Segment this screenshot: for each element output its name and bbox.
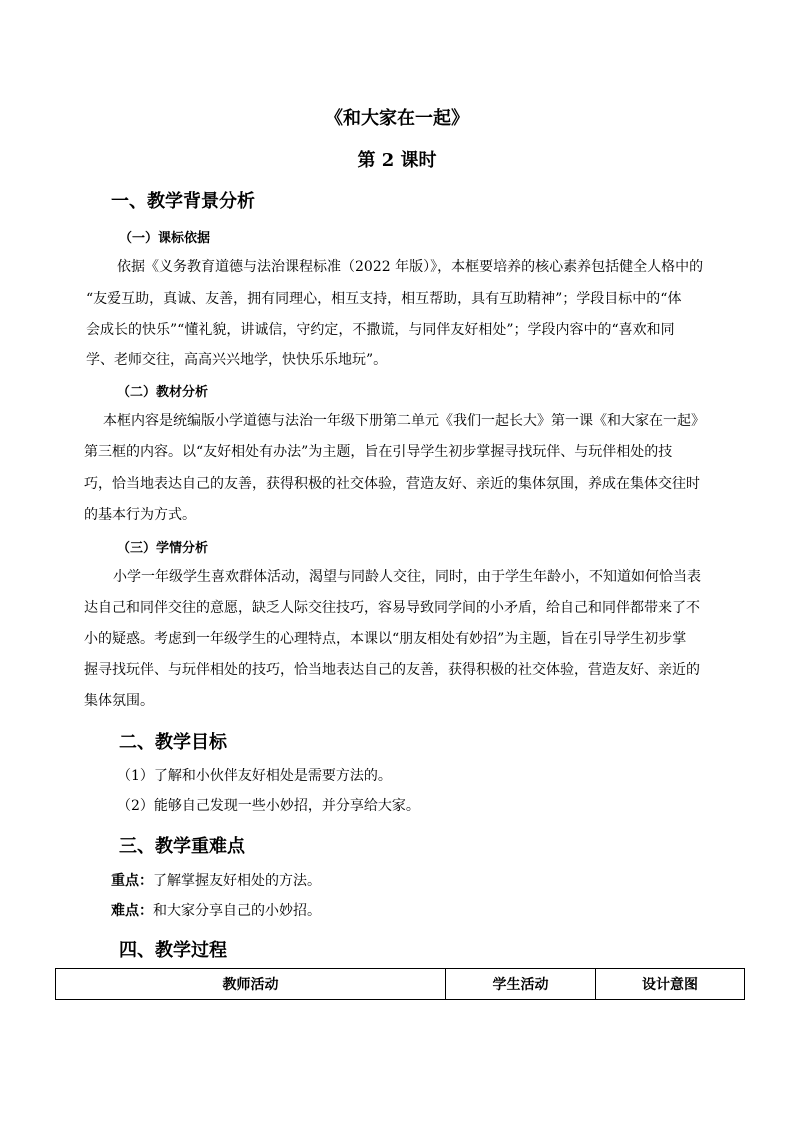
- objective-item: （1）了解和小伙伴友好相处是需要方法的。: [117, 768, 392, 784]
- paragraph-line: 依据《义务教育道德与法治课程标准（2022 年版）》，本框要培养的核心素养包括健全人格中的: [117, 259, 704, 275]
- paragraph-line: 第三框的内容。以“友好相处有办法”为主题，旨在引导学生初步掌握寻找玩伴、与玩伴相处的技: [84, 444, 673, 460]
- paragraph-line: 小学一年级学生喜欢群体活动，渴望与同龄人交往，同时，由于学生年龄小，不知道如何恰当表: [113, 569, 701, 585]
- paragraph-line: 的基本行为方式。: [84, 507, 196, 523]
- paragraph-line: “友爱互助，真诚、友善，拥有同理心，相互支持，相互帮助，具有互助精神”；学段目标中的“体: [86, 291, 682, 307]
- subheading-textbook-analysis: （二）教材分析: [117, 385, 209, 400]
- section-heading-background: 一、教学背景分析: [111, 191, 255, 212]
- paragraph-line: 达自己和同伴交往的意愿，缺乏人际交往技巧，容易导致同学间的小矛盾，给自己和同伴都带来了不: [84, 600, 700, 616]
- paragraph-line: 学、老师交往，高高兴兴地学，快快乐乐地玩”。: [86, 352, 388, 368]
- paragraph-line: 会成长的快乐”“懂礼貌，讲诚信，守约定，不撒谎，与同伴友好相处”；学段内容中的“喜欢和同: [86, 322, 675, 338]
- paragraph-line: 集体氛围。: [84, 693, 154, 709]
- paragraph-line: 小的疑惑。考虑到一年级学生的心理特点，本课以“朋友相处有妙招”为主题，旨在引导学生初步掌: [84, 631, 687, 647]
- key-point-text: 了解掌握友好相处的方法。: [153, 873, 321, 889]
- header-design-intent: 设计意图: [596, 969, 745, 1000]
- paragraph-line: 本框内容是统编版小学道德与法治一年级下册第二单元《我们一起长大》第一课《和大家在一起》: [103, 413, 705, 429]
- subheading-curriculum-basis: （一）课标依据: [119, 231, 211, 246]
- difficult-point-text: 和大家分享自己的小妙招。: [153, 903, 321, 919]
- difficult-point: [111, 901, 321, 921]
- table-header-row: [56, 969, 745, 1000]
- process-table: [55, 968, 745, 1000]
- section-heading-process: 四、教学过程: [119, 940, 227, 961]
- objective-item: （2）能够自己发现一些小妙招，并分享给大家。: [117, 798, 420, 814]
- document-title: 《和大家在一起》: [325, 108, 469, 129]
- paragraph-line: 握寻找玩伴、与玩伴相处的技巧，恰当地表达自己的友善，获得积极的社交体验，营造友好、亲近的: [84, 662, 700, 678]
- section-heading-objectives: 二、教学目标: [119, 732, 227, 753]
- paragraph-line: 巧，恰当地表达自己的友善，获得积极的社交体验，营造友好、亲近的集体氛围，养成在集体交往时: [84, 476, 700, 492]
- subheading-student-analysis: （三）学情分析: [117, 541, 209, 556]
- lesson-subtitle: 第 2 课时: [357, 150, 437, 171]
- header-teacher-activity: 教师活动: [56, 969, 446, 1000]
- key-point: [111, 871, 321, 891]
- difficult-point-label: 难点：: [111, 903, 153, 919]
- section-heading-key-points: 三、教学重难点: [119, 836, 245, 857]
- header-student-activity: 学生活动: [446, 969, 596, 1000]
- key-point-label: 重点：: [111, 873, 153, 889]
